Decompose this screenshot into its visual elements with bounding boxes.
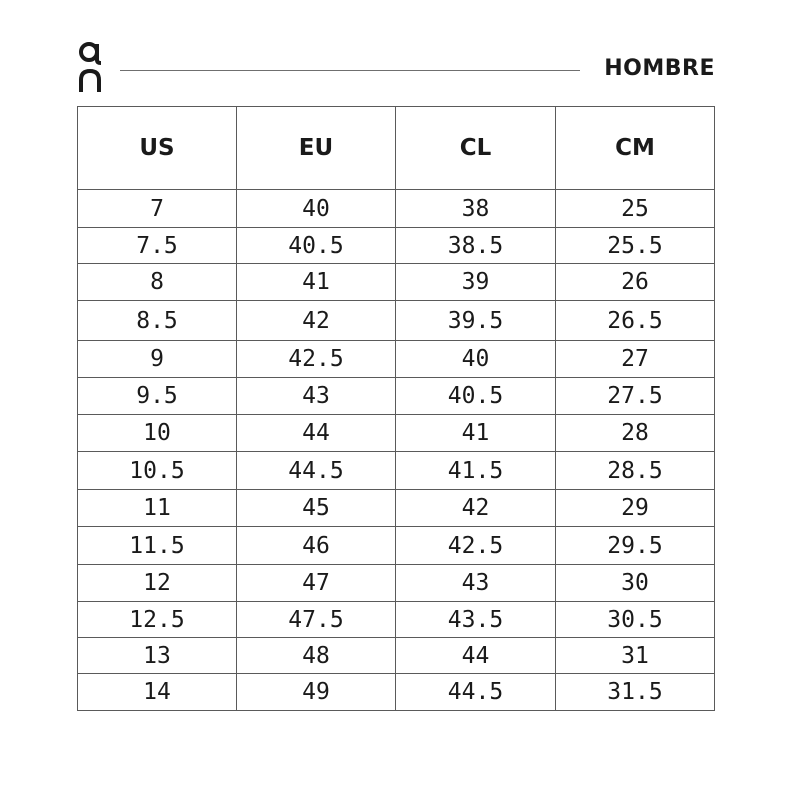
table-cell-us: 12	[78, 565, 237, 602]
table-cell-cm: 30.5	[556, 602, 715, 638]
table-cell-cl: 44.5	[396, 674, 556, 711]
page-title: HOMBRE	[604, 56, 715, 81]
table-cell-cl: 43.5	[396, 602, 556, 638]
table-row	[78, 638, 715, 674]
table-cell-cm: 27.5	[556, 378, 715, 415]
column-header-eu: EU	[237, 107, 396, 190]
table-cell-us: 8.5	[78, 301, 237, 341]
table-row	[78, 490, 715, 527]
table-cell-us: 14	[78, 674, 237, 711]
table-cell-cl: 40	[396, 341, 556, 378]
table-cell-cl: 38	[396, 190, 556, 228]
table-cell-eu: 40	[237, 190, 396, 228]
table-cell-eu: 44	[237, 415, 396, 452]
table-row	[78, 378, 715, 415]
table-cell-cm: 29.5	[556, 527, 715, 565]
table-row	[78, 228, 715, 264]
table-cell-cm: 31.5	[556, 674, 715, 711]
table-cell-cl: 41	[396, 415, 556, 452]
table-cell-cm: 25	[556, 190, 715, 228]
table-row	[78, 190, 715, 228]
table-cell-us: 11.5	[78, 527, 237, 565]
table-cell-us: 10	[78, 415, 237, 452]
table-cell-cm: 26	[556, 264, 715, 301]
table-cell-us: 9.5	[78, 378, 237, 415]
table-cell-eu: 48	[237, 638, 396, 674]
table-header-row	[78, 107, 715, 190]
table-cell-us: 12.5	[78, 602, 237, 638]
table-cell-cl: 40.5	[396, 378, 556, 415]
table-cell-cm: 25.5	[556, 228, 715, 264]
table-cell-cm: 27	[556, 341, 715, 378]
table-cell-eu: 46	[237, 527, 396, 565]
table-cell-eu: 45	[237, 490, 396, 527]
table-cell-cl: 39.5	[396, 301, 556, 341]
table-cell-cl: 41.5	[396, 452, 556, 490]
table-cell-eu: 41	[237, 264, 396, 301]
header-divider	[120, 70, 580, 71]
page-header	[0, 0, 792, 100]
table-row	[78, 301, 715, 341]
table-cell-us: 7	[78, 190, 237, 228]
table-cell-cl: 44	[396, 638, 556, 674]
table-cell-us: 13	[78, 638, 237, 674]
table-row	[78, 674, 715, 711]
table-row	[78, 452, 715, 490]
table-cell-eu: 47.5	[237, 602, 396, 638]
column-header-us: US	[78, 107, 237, 190]
table-cell-eu: 43	[237, 378, 396, 415]
table-cell-cm: 29	[556, 490, 715, 527]
table-cell-us: 11	[78, 490, 237, 527]
on-logo	[78, 40, 104, 94]
table-cell-cm: 28.5	[556, 452, 715, 490]
table-cell-cm: 31	[556, 638, 715, 674]
table-cell-cl: 43	[396, 565, 556, 602]
table-cell-eu: 44.5	[237, 452, 396, 490]
table-cell-cm: 28	[556, 415, 715, 452]
column-header-cl: CL	[396, 107, 556, 190]
table-cell-us: 8	[78, 264, 237, 301]
table-cell-cl: 38.5	[396, 228, 556, 264]
table-row	[78, 415, 715, 452]
table-cell-eu: 42.5	[237, 341, 396, 378]
table-cell-eu: 40.5	[237, 228, 396, 264]
table-row	[78, 264, 715, 301]
table-cell-eu: 49	[237, 674, 396, 711]
table-row	[78, 527, 715, 565]
table-cell-cm: 30	[556, 565, 715, 602]
table-row	[78, 602, 715, 638]
column-header-cm: CM	[556, 107, 715, 190]
table-cell-cl: 42	[396, 490, 556, 527]
table-cell-cl: 39	[396, 264, 556, 301]
table-cell-cm: 26.5	[556, 301, 715, 341]
table-cell-cl: 42.5	[396, 527, 556, 565]
table-cell-us: 7.5	[78, 228, 237, 264]
table-row	[78, 341, 715, 378]
size-chart-table	[77, 106, 715, 711]
table-cell-eu: 47	[237, 565, 396, 602]
table-body	[78, 190, 715, 711]
table-row	[78, 565, 715, 602]
table-cell-us: 10.5	[78, 452, 237, 490]
table-cell-us: 9	[78, 341, 237, 378]
table-cell-eu: 42	[237, 301, 396, 341]
